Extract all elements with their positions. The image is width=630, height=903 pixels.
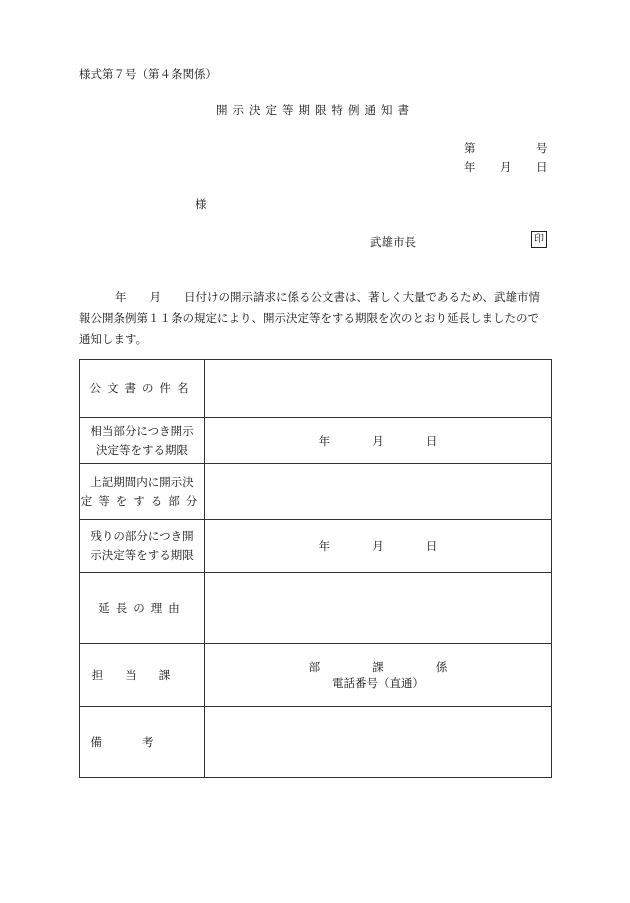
label-partial-deadline-line-2: 決定等をする期限 <box>96 442 188 457</box>
value-extension-reason[interactable] <box>205 573 552 644</box>
value-partial-scope[interactable] <box>205 464 552 520</box>
department-phone: 電話番号（直通） <box>332 676 424 690</box>
issuer-name: 武雄市長 <box>370 235 416 249</box>
notice-body <box>79 287 549 350</box>
value-remarks[interactable] <box>205 707 552 778</box>
value-document-subject[interactable] <box>205 360 552 418</box>
label-remaining-deadline-line-2: 示決定等をする期限 <box>90 548 194 562</box>
table-row-partial-scope <box>80 464 552 520</box>
label-remarks: 備考 <box>80 707 205 778</box>
notice-body-line-1: 年 月 日付けの開示請求に係る公文書は、著しく大量であるため、武雄市情 <box>115 290 541 304</box>
issue-date-month: 月 <box>500 160 512 174</box>
form-number: 様式第７号（第４条関係） <box>79 67 217 81</box>
document-number-suffix: 号 <box>536 141 548 155</box>
label-partial-deadline <box>80 418 205 464</box>
department-ka: 課 <box>372 660 384 674</box>
table-row-extension-reason <box>80 573 552 644</box>
table-row-remarks <box>80 707 552 778</box>
addressee-honorific: 様 <box>195 197 207 211</box>
table-row-department <box>80 644 552 707</box>
label-department: 担当課 <box>80 644 205 707</box>
partial-deadline-month: 月 <box>372 433 384 448</box>
department-bu: 部 <box>308 660 321 674</box>
notice-details-table <box>79 359 552 778</box>
label-partial-scope <box>80 464 205 520</box>
seal-mark: 印 <box>531 231 547 248</box>
value-remaining-deadline[interactable] <box>205 520 552 573</box>
label-remaining-deadline <box>80 520 205 573</box>
label-partial-scope-line-1: 上記期間内に開示決 <box>90 474 194 489</box>
notice-body-line-2: 報公開条例第１１条の規定により、開示決定等をする期限を次のとおり延長しましたので <box>79 311 539 325</box>
department-kakari: 係 <box>435 660 448 674</box>
label-partial-deadline-line-1: 相当部分につき開示 <box>90 423 194 438</box>
table-row-remaining-deadline <box>80 520 552 573</box>
label-partial-scope-line-2: 定等をする部分 <box>80 493 204 508</box>
document-number-prefix: 第 <box>464 141 476 155</box>
label-document-subject: 公文書の件名 <box>80 360 205 418</box>
remaining-deadline-day: 日 <box>425 539 438 553</box>
partial-deadline-year: 年 <box>318 433 331 448</box>
issue-date-year: 年 <box>464 160 476 174</box>
remaining-deadline-year: 年 <box>318 539 331 553</box>
department-units <box>205 659 551 675</box>
label-remaining-deadline-line-1: 残りの部分につき開 <box>90 529 194 543</box>
value-partial-deadline[interactable] <box>205 418 552 464</box>
value-department[interactable] <box>205 644 552 707</box>
document-title: 開示決定等期限特例通知書 <box>216 103 414 117</box>
table-row-subject <box>80 360 552 418</box>
partial-deadline-day: 日 <box>425 433 438 448</box>
label-extension-reason: 延長の理由 <box>80 573 205 644</box>
remaining-deadline-month: 月 <box>372 539 384 553</box>
table-row-partial-deadline <box>80 418 552 464</box>
notice-body-line-3: 通知します。 <box>79 332 148 346</box>
issue-date-day: 日 <box>536 160 548 174</box>
